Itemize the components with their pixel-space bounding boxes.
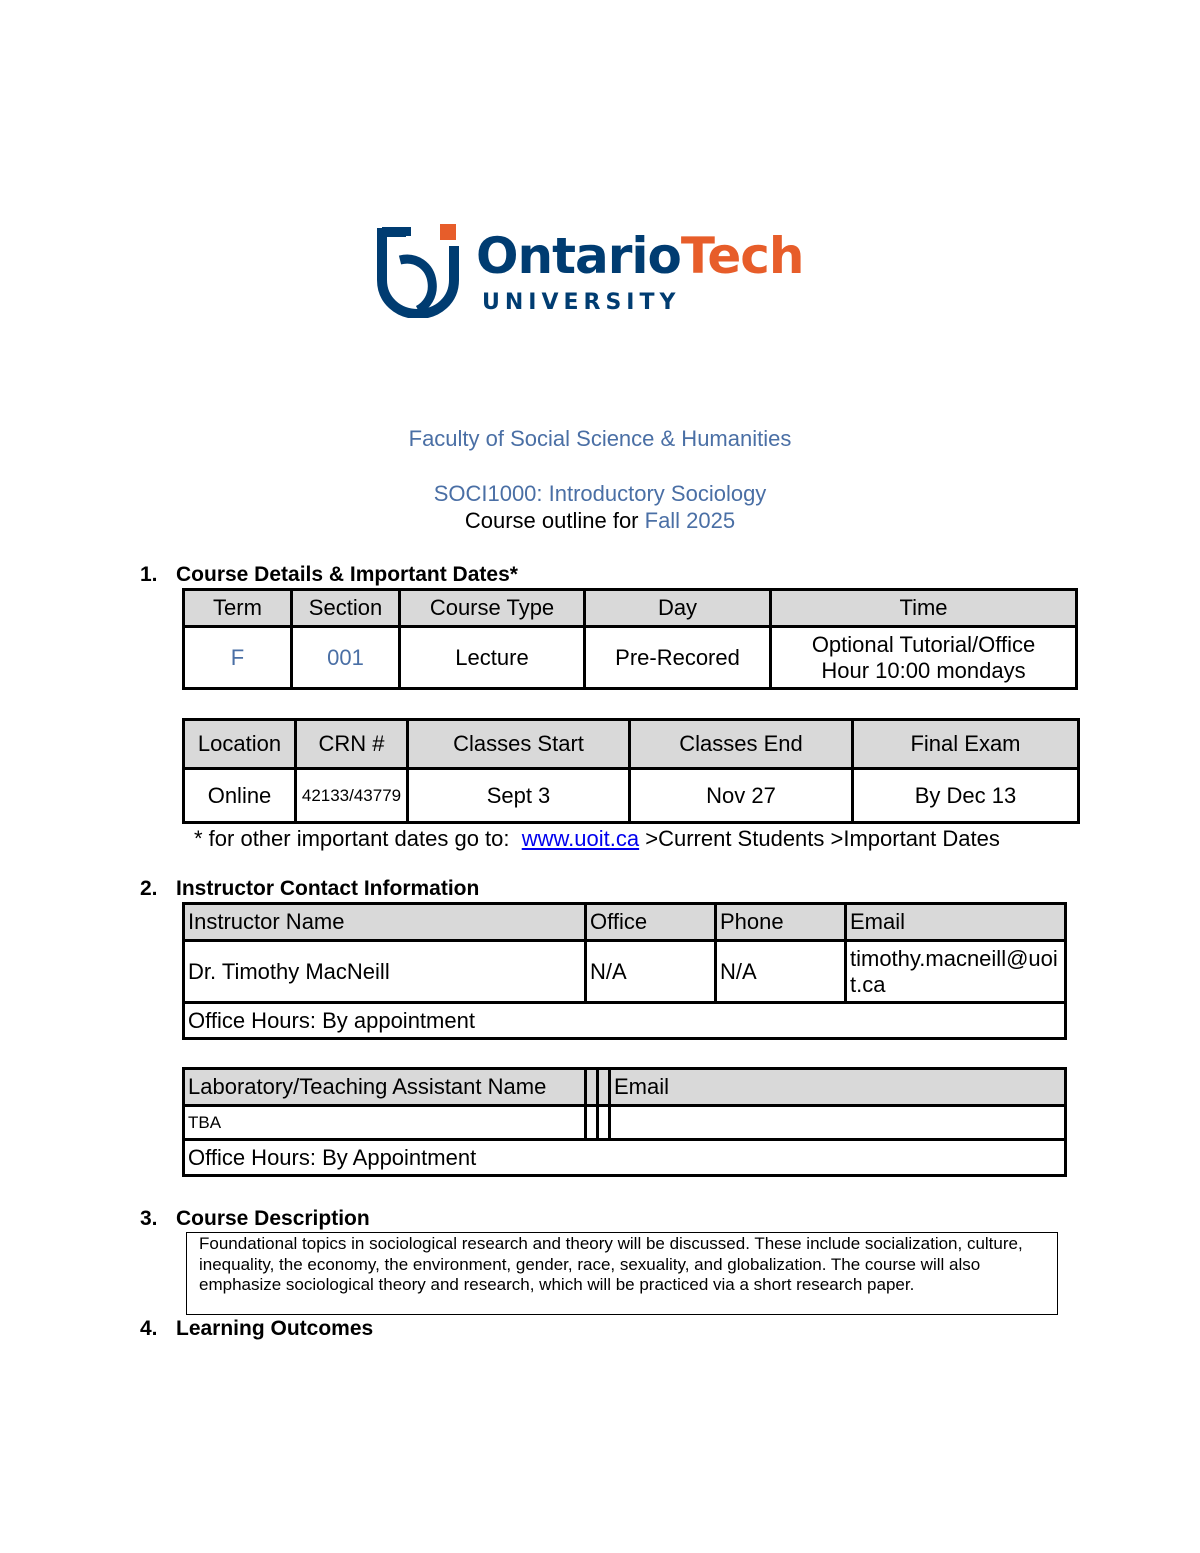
course-details-table xyxy=(182,588,1078,690)
table-header: CRN # xyxy=(296,720,408,769)
location-value: Online xyxy=(184,769,296,823)
ta-office-hours: Office Hours: By Appointment xyxy=(184,1140,1066,1176)
instructor-email[interactable]: timothy.macneill@uoit.ca xyxy=(846,941,1066,1003)
final-exam-value: By Dec 13 xyxy=(853,769,1079,823)
classes-start-value: Sept 3 xyxy=(408,769,630,823)
course-title: SOCI1000: Introductory Sociology xyxy=(433,481,767,506)
instructor-phone: N/A xyxy=(716,941,846,1003)
table-header: Email xyxy=(610,1069,1066,1106)
table-header: Phone xyxy=(716,904,846,941)
table-header: Time xyxy=(771,590,1077,627)
instructor-office-hours: Office Hours: By appointment xyxy=(184,1003,1066,1039)
table-header: Classes End xyxy=(630,720,853,769)
course-type-value: Lecture xyxy=(400,627,585,689)
term-value: F xyxy=(184,627,292,689)
logo-subtitle: UNIVERSITY xyxy=(482,290,681,315)
ta-email xyxy=(610,1106,1066,1140)
section-heading-3: 3. Course Description xyxy=(140,1207,370,1230)
important-dates-note: * for other important dates go to: www.uoit.ca >Current Students >Important Dates xyxy=(194,826,1000,851)
table-header: Office xyxy=(586,904,716,941)
university-logo xyxy=(376,222,826,318)
logo-word-ontario: Ontario xyxy=(476,227,681,285)
table-header: Final Exam xyxy=(853,720,1079,769)
table-header: Laboratory/Teaching Assistant Name xyxy=(184,1069,586,1106)
instructor-table xyxy=(182,902,1067,1040)
table-header: Course Type xyxy=(400,590,585,627)
time-value: Optional Tutorial/Office Hour 10:00 mondays xyxy=(771,627,1077,689)
ta-table xyxy=(182,1067,1067,1177)
crn-value: 42133/43779 xyxy=(296,769,408,823)
section-heading-1: 1. Course Details & Important Dates* xyxy=(140,563,518,586)
table-header: Instructor Name xyxy=(184,904,586,941)
outline-term: Fall 2025 xyxy=(644,508,736,533)
table-header: Day xyxy=(585,590,771,627)
faculty-name: Faculty of Social Science & Humanities xyxy=(408,426,792,451)
classes-end-value: Nov 27 xyxy=(630,769,853,823)
table-header: Term xyxy=(184,590,292,627)
table-header: Classes Start xyxy=(408,720,630,769)
course-description: Foundational topics in sociological research and theory will be discussed. These include socialization, culture, inequality, the economy, the environment, gender, race, sexuality, and globalization. The course will also emphasize sociological theory and research, which will be practiced via a short research paper. xyxy=(186,1232,1058,1315)
day-value: Pre-Recored xyxy=(585,627,771,689)
shield-emblem-icon xyxy=(376,222,472,318)
outline-line xyxy=(0,508,1200,534)
table-header: Email xyxy=(846,904,1066,941)
section-heading-2: 2. Instructor Contact Information xyxy=(140,877,480,900)
table-header: Section xyxy=(292,590,400,627)
ta-name: TBA xyxy=(184,1106,586,1140)
uoit-link[interactable]: www.uoit.ca xyxy=(521,826,640,851)
table-header: Location xyxy=(184,720,296,769)
important-dates-table xyxy=(182,718,1080,824)
instructor-name: Dr. Timothy MacNeill xyxy=(184,941,586,1003)
logo-word-tech: Tech xyxy=(680,227,804,285)
outline-prefix: Course outline for xyxy=(464,508,645,533)
section-value: 001 xyxy=(292,627,400,689)
instructor-office: N/A xyxy=(586,941,716,1003)
section-heading-4: 4. Learning Outcomes xyxy=(140,1317,374,1340)
